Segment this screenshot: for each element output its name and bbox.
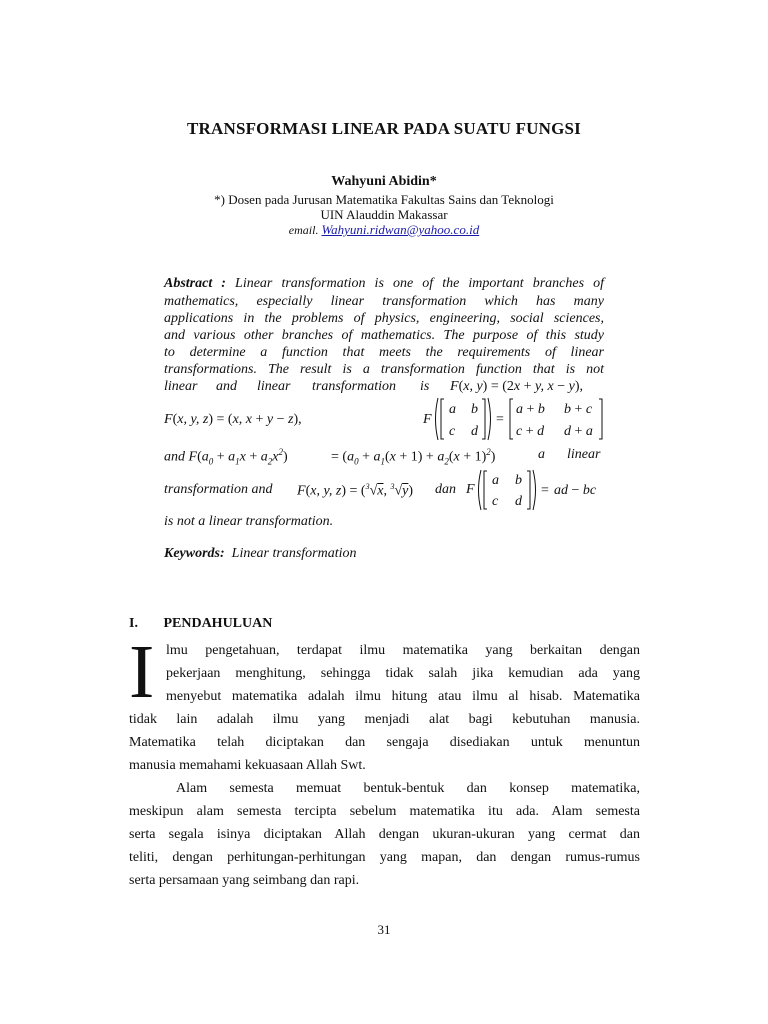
svg-text:d: d <box>471 424 478 439</box>
svg-text:d + a: d + a <box>564 424 593 439</box>
para1-line-3: menyebut matematika adalah ilmu hitung atau ilmu al hisab. Matematika <box>166 689 640 704</box>
a-word: a <box>538 447 545 462</box>
para2-line-3: serta segala isinya diciptakan Allah dengan ukuran-ukuran yang cermat dan <box>129 827 640 842</box>
page-number: 31 <box>377 922 391 937</box>
abstract-label: Abstract : <box>164 276 226 291</box>
svg-text:a + b: a + b <box>516 402 545 417</box>
para2-line-4: teliti, dengan perhitungan-perhitungan yang mapan, dan dengan rumus-rumus <box>129 850 640 865</box>
abstract-line-5: to determine a function that meets the requirements of linear <box>164 345 604 360</box>
section-number: I. <box>129 616 138 631</box>
matrix-formula-1 <box>432 396 612 442</box>
para2-line-2: meskipun alam semesta tercipta sebelum matematika itu ada. Alam semesta <box>129 804 640 819</box>
svg-text:b: b <box>515 473 522 488</box>
abstract-line-7-word-4: transformation <box>312 379 397 394</box>
abstract-line-3: applications in the problems of physics, engineering, social sciences, <box>164 311 604 326</box>
para2-line-5: serta persamaan yang seimbang dan rapi. <box>129 873 360 888</box>
abstract-line-6: transformations. The result is a transformation function that is not <box>164 362 604 377</box>
formula-polynomial-line: and $F(a_0 + a_1x + a_2x^2)$ <box>164 447 288 467</box>
section-title: PENDAHULUAN <box>163 616 273 631</box>
svg-text:d: d <box>515 494 522 509</box>
para2-line-1: Alam semesta memuat bentuk-bentuk dan konsep matematika, <box>176 781 640 796</box>
keywords-value: Linear transformation <box>231 546 357 561</box>
svg-text:=: = <box>541 483 549 498</box>
transformation-and-text: transformation and <box>164 482 273 497</box>
affiliation-line-1: *) Dosen pada Jurusan Matematika Fakultas Sains dan Teknologi <box>214 192 554 207</box>
abstract-line-4: and various other branches of mathematics. The purpose of this study <box>164 328 604 343</box>
para1-line-1: lmu pengetahuan, terdapat ilmu matematika yang berkaitan dengan <box>166 643 640 658</box>
dan-word: dan <box>435 482 456 497</box>
formula-polynomial-result: = $(a_0 + a_1(x + 1) + a_2(x + 1)^2)$ <box>331 447 496 467</box>
abstract-line-1 <box>164 276 604 292</box>
formula-f-xy: F(x, y) = (2x + y, x − y), <box>450 379 583 394</box>
linear-word: linear <box>567 447 601 462</box>
email-line <box>0 222 768 238</box>
svg-text:a: a <box>492 473 499 488</box>
svg-text:b + c: b + c <box>564 402 593 417</box>
abstract-line-7-word-5: is <box>420 379 430 394</box>
email-label: email. <box>288 223 319 237</box>
author-name: Wahyuni Abidin* <box>331 174 437 189</box>
para1-line-6: manusia memahami kekuasaan Allah Swt. <box>129 758 366 773</box>
svg-text:b: b <box>471 402 478 417</box>
dropcap-letter: I <box>129 630 155 714</box>
keywords-line <box>164 546 357 562</box>
formula-cube-root: F(x, y, z) = ($^3$√x, $^3$√y) <box>297 482 414 499</box>
para1-line-5: Matematika telah diciptakan dan sengaja disediakan untuk menuntun <box>129 735 640 750</box>
abstract-line-7-word-1: linear <box>164 379 198 394</box>
keywords-label: Keywords: <box>164 546 225 561</box>
abstract-last-line: is not a linear transformation. <box>164 514 334 529</box>
abstract-text: Linear transformation is one of the important branches of <box>235 276 604 291</box>
svg-text:ad − bc: ad − bc <box>554 483 597 498</box>
paper-title: TRANSFORMASI LINEAR PADA SUATU FUNGSI <box>186 119 582 138</box>
email-link[interactable]: Wahyuni.ridwan@yahoo.co.id <box>321 222 480 237</box>
abstract-line-7-word-3: linear <box>257 379 291 394</box>
svg-text:c: c <box>449 424 456 439</box>
para1-line-2: pekerjaan menghitung, sehingga tidak salah jika kemudian ada yang <box>166 666 640 681</box>
matrix-formula-2 <box>476 468 606 512</box>
svg-text:c: c <box>492 494 499 509</box>
and-word: and <box>164 449 185 465</box>
svg-text:=: = <box>496 412 504 427</box>
formula-determinant-label: F <box>466 482 475 497</box>
formula-f-xyz: F(x, y, z) = (x, x + y − z), <box>164 412 302 427</box>
para1-line-4: tidak lain adalah ilmu yang menjadi alat bagi kebutuhan manusia. <box>129 712 640 727</box>
formula-f-matrix-label: F <box>423 412 432 427</box>
abstract-line-2: mathematics, especially linear transformation which has many <box>164 294 604 309</box>
svg-text:c + d: c + d <box>516 424 545 439</box>
svg-text:a: a <box>449 402 456 417</box>
affiliation-line-2: UIN Alauddin Makassar <box>320 207 448 222</box>
abstract-line-7-word-2: and <box>216 379 237 394</box>
